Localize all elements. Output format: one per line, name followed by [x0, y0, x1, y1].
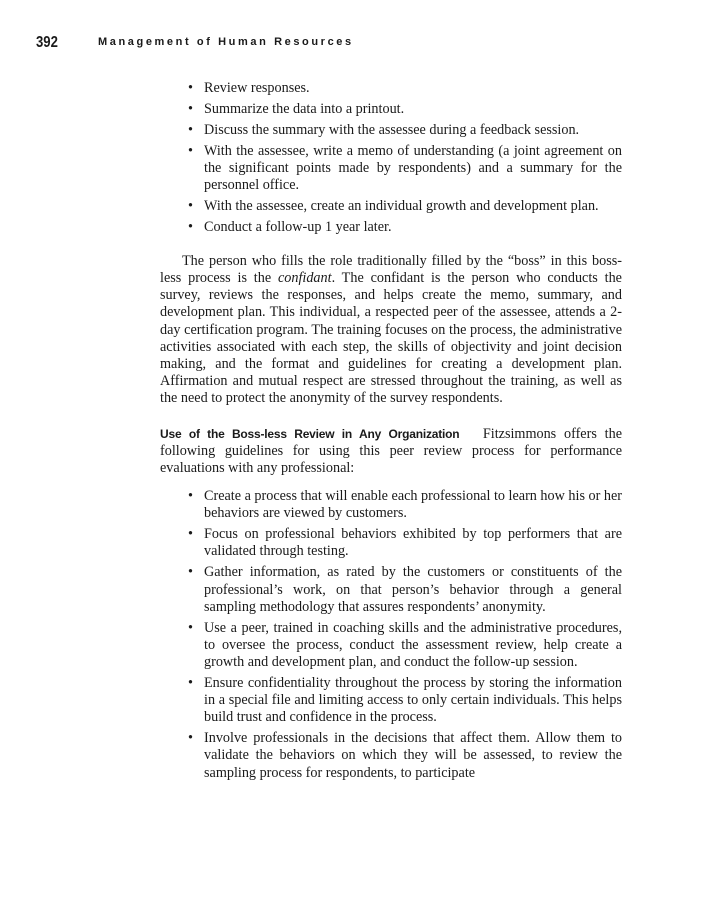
paragraph-text-start: The person who fills the role traditionally filled by the “boss” in this boss-less process is the — [160, 252, 622, 286]
list-item: • Create a process that will enable each professional to learn how his or her behaviors are viewed by customers. — [160, 488, 622, 522]
list-item: • Summarize the data into a printout. — [160, 101, 622, 118]
running-title: Management of Human Resources — [98, 36, 354, 48]
list-item: • Involve professionals in the decisions that affect them. Allow them to validate the behaviors on which they will be assessed, to review the sampling process for respondents, to participate — [160, 730, 622, 782]
bullet-list-guidelines — [160, 488, 622, 782]
list-item: • Focus on professional behaviors exhibited by top performers that are validated through testing. — [160, 526, 622, 560]
page-body — [160, 80, 622, 786]
section-intro-paragraph — [160, 426, 622, 478]
list-item: • Ensure confidentiality throughout the process by storing the information in a special file and limiting access to only certain individuals. This helps build trust and confidence in the process. — [160, 675, 622, 727]
section-heading: Use of the Boss-less Review in Any Organization — [160, 426, 460, 441]
list-item: • Review responses. — [160, 80, 622, 97]
page-header — [36, 34, 696, 58]
list-item: • With the assessee, write a memo of understanding (a joint agreement on the significant points made by respondents) and a summary for the personnel office. — [160, 143, 622, 195]
confidant-term: confidant — [277, 269, 332, 286]
paragraph-text-end: . The confidant is the person who conducts the survey, reviews the responses, and helps create the memo, summary, and development plan. This individual, a respected peer of the assessee, attends a 2-day certification program. The training focuses on the process, the administrative activities associated with each step, the skills of objectivity and joint decision making, and the format and guidelines for creating a development plan. Affirmation and mutual respect are stressed throughout the training, as well as the need to protect the anonymity of the survey respondents. — [160, 269, 622, 407]
list-item: • Use a peer, trained in coaching skills and the administrative procedures, to oversee the process, conduct the assessment review, help create a growth and development plan, and conduct the follow-up session. — [160, 620, 622, 672]
page-number: 392 — [36, 34, 58, 51]
confidant-paragraph — [160, 253, 622, 408]
section-intro-text: Fitzsimmons offers the following guidelines for using this peer review process for performance evaluations with any professional: — [160, 425, 622, 476]
bullet-list-steps — [160, 80, 622, 236]
list-item: • With the assessee, create an individual growth and development plan. — [160, 198, 622, 215]
list-item: • Discuss the summary with the assessee during a feedback session. — [160, 122, 622, 139]
list-item: • Gather information, as rated by the customers or constituents of the professional’s work, on that person’s behavior through a general sampling methodology that assures respondents’ anonymity. — [160, 564, 622, 616]
list-item: • Conduct a follow-up 1 year later. — [160, 219, 622, 236]
